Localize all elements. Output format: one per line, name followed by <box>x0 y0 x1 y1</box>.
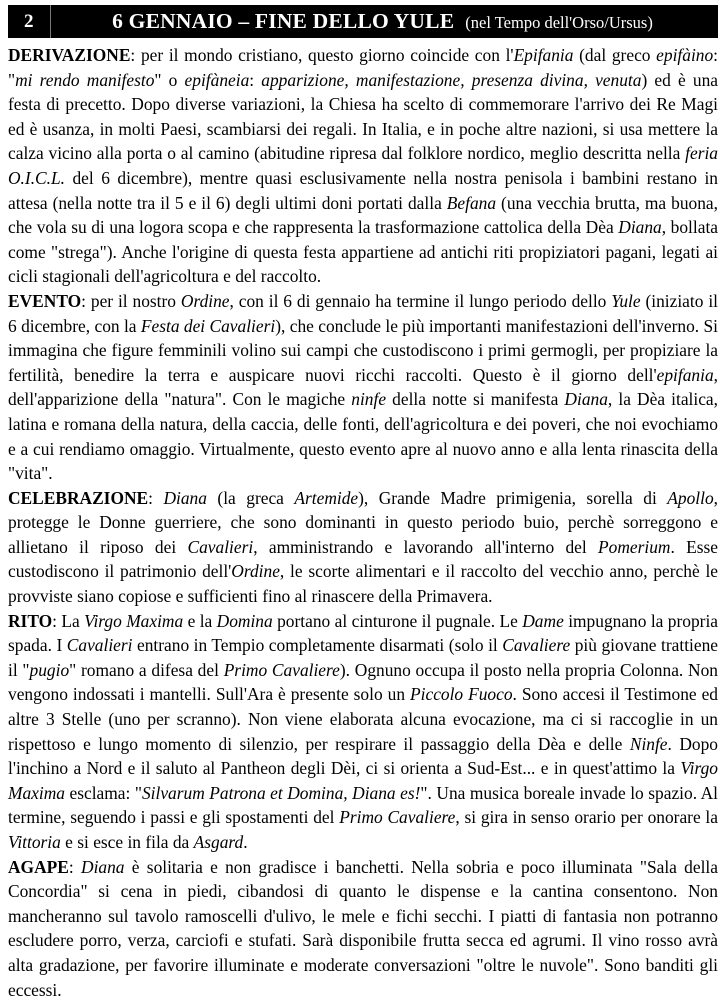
emphasis-term: Epifania <box>513 45 574 65</box>
page-number: 2 <box>24 11 34 32</box>
section-body-agape: Diana è solitaria e non gradisce i banchetti. Nella sobria e poco illuminata "Sala della Concordia" si cena in piedi, cibandosi di quanto le dispense e la cantina consentono. Non mancheranno sul tavolo ramoscelli d'ulivo, le mele e fichi secchi. I piatti di fantasia non potranno escludere porro, verza, carciofi e stufati. Sarà disponibile frutta secca ed agrumi. Il vino rosso avrà alta gradazione, per favorire illuminate e moderate conversazioni "oltre le nuvole". Sono banditi gli eccessi. <box>8 856 718 1000</box>
document-body <box>8 43 718 1002</box>
emphasis-term: Vittoria <box>8 832 61 852</box>
emphasis-term: apparizione, manifestazione, presenza divina, venuta <box>261 69 642 90</box>
section-body-evento: per il nostro Ordine, con il 6 di gennaio ha termine il lungo periodo dello Yule (iniziato il 6 dicembre, con la Festa dei Cavalieri), che conclude le più importanti manifestazioni dell'inverno. Si immagina che figure femminili volino sui campi che custodiscono i primi germogli, per propiziare la fertilità, benedire la terra e auspicare nuovi ricchi raccolti. Questo è il giorno dell'epifania, dell'apparizione della "natura". Con le magiche ninfe della notte si manifesta Diana, la Dèa italica, latina e romana della natura, della caccia, delle fonti, dell'agricoltura e dei poveri, che noi evochiamo e a cui rendiamo omaggio. Virtualmente, questo evento apre al nuovo anno e alla lenta rinascita della "vita". <box>8 290 719 484</box>
emphasis-term: Cavalieri <box>187 536 254 557</box>
section-label-agape: AGAPE <box>8 856 69 877</box>
emphasis-term: Befana <box>446 192 497 213</box>
emphasis-term: Silvarum Patrona et Domina, Diana es! <box>141 782 421 803</box>
section-label-suffix-agape: : <box>68 856 74 877</box>
emphasis-term: feria O.I.C.L. <box>8 143 718 188</box>
section-label-celebrazione: CELEBRAZIONE <box>8 487 149 508</box>
section-body-celebrazione: Diana (la greca Artemide), Grande Madre primigenia, sorella di Apollo, protegge le Donne guerriere, che sono dominanti in questo periodo buio, perchè sorreggono e allietano il riposo dei Cavalieri, amministrando e lavorando all'interno del Pomerium. Esse custodiscono il patrimonio dell'Ordine, le scorte alimentari e il raccolto del vecchio anno, perchè le provviste siano copiose e sufficienti fino al rinascere della Primavera. <box>8 487 719 607</box>
emphasis-term: Festa dei Cavalieri <box>140 315 276 336</box>
section-label-rito: RITO <box>8 610 53 631</box>
section-label-derivazione: DERIVAZIONE <box>8 45 131 65</box>
section-body-rito: La Virgo Maxima e la Domina portano al cinturone il pugnale. Le Dame impugnano la propria spada. I Cavalieri entrano in Tempio completamente disarmati (solo il Cavaliere più giovane trattiene il "pugio" romano a difesa del Primo Cavaliere). Ognuno occupa il posto nella propria Colonna. Non vengono indossati i mantelli. Sull'Ara è presente solo un Piccolo Fuoco. Sono accesi il Testimone ed altre 3 Stelle (uno per scranno). Non viene elaborata alcuna evocazione, ma ci si raccoglie in un rispettoso e lungo momento di silenzio, per respirare il passaggio della Dèa e delle Ninfe. Dopo l'inchino a Nord e il saluto al Pantheon degli Dèi, ci si orienta a Sud-Est... e in quest'attimo la Virgo Maxima esclama: "Silvarum Patrona et Domina, Diana es!". Una musica boreale invade lo spazio. Al termine, seguendo i passi e gli spostamenti del Primo Cavaliere, si gira in senso orario per onorare la Vittoria e si esce in fila da Asgard. <box>8 610 719 852</box>
emphasis-term: Asgard <box>193 832 244 852</box>
emphasis-term: Ordine <box>180 290 230 311</box>
emphasis-term: Diana <box>564 389 608 410</box>
emphasis-term: pugio <box>29 659 70 680</box>
emphasis-term: Virgo Maxima <box>84 610 184 631</box>
section-body-derivazione: per il mondo cristiano, questo giorno coincide con l'Epifania (dal greco epifàino: "mi rendo manifesto" o epifàneia: apparizione, manifestazione, presenza divina, venuta) ed è una festa di precetto. Dopo diverse variazioni, la Chiesa ha scelto di commemorare l'arrivo dei Re Magi ed è usanza, in molti Paesi, scambiarsi dei regali. In Italia, e in poche altre nazioni, si usa mettere la calza vicino alla porta o al camino (abitudine ripresa dal folklore nordico, meglio descritta nella feria O.I.C.L. del 6 dicembre), mentre quasi esclusivamente nella nostra penisola i bambini restano in attesa (nella notte tra il 5 e il 6) degli ultimi doni portati dalla Befana (una vecchia brutta, ma buona, che vola su di una logora scopa e che rappresenta la trasformazione cattolica della Dèa Diana, bollata come "strega"). Anche l'origine di questa festa appartiene ad antichi riti propiziatori pagani, legati ai cicli stagionali dell'agricoltura e del raccolto. <box>8 45 719 287</box>
emphasis-term: Virgo Maxima <box>8 758 718 803</box>
page-header-band <box>8 5 718 38</box>
emphasis-term: Primo Cavaliere <box>339 807 456 828</box>
emphasis-term: epifàino <box>656 45 714 65</box>
section-evento <box>8 289 718 486</box>
emphasis-term: Dame <box>522 610 564 631</box>
emphasis-term: Cavalieri <box>66 635 133 656</box>
emphasis-term: mi rendo manifesto <box>15 69 155 90</box>
emphasis-term: Ordine <box>231 561 280 582</box>
emphasis-term: Diana <box>618 217 662 238</box>
header-title-group <box>51 9 718 34</box>
emphasis-term: epifania <box>656 364 714 385</box>
emphasis-term: Diana <box>163 487 207 508</box>
emphasis-term: Ninfe <box>629 733 668 754</box>
section-agape <box>8 855 718 1002</box>
emphasis-term: Diana <box>81 856 125 877</box>
emphasis-term: Primo Cavaliere <box>223 659 340 680</box>
section-label-suffix-celebrazione: : <box>148 487 153 508</box>
emphasis-term: Cavaliere <box>502 635 571 656</box>
section-label-suffix-derivazione: : <box>130 45 136 65</box>
section-rito <box>8 609 718 855</box>
emphasis-term: Pomerium <box>598 536 671 557</box>
section-label-evento: EVENTO <box>8 290 82 311</box>
emphasis-term: Artemide <box>294 487 359 508</box>
section-label-suffix-rito: : <box>52 610 57 631</box>
section-derivazione <box>8 43 718 289</box>
emphasis-term: Apollo <box>667 487 714 508</box>
page-subtitle: (nel Tempo dell'Orso/Ursus) <box>465 13 653 32</box>
emphasis-term: Domina <box>216 610 273 631</box>
section-label-suffix-evento: : <box>81 290 86 311</box>
emphasis-term: Piccolo Fuoco <box>410 684 513 705</box>
emphasis-term: epifàneia <box>184 69 250 90</box>
page-title: 6 GENNAIO – FINE DELLO YULE <box>112 9 455 33</box>
emphasis-term: ninfe <box>351 389 387 410</box>
emphasis-term: Yule <box>611 290 641 311</box>
section-celebrazione <box>8 486 718 609</box>
